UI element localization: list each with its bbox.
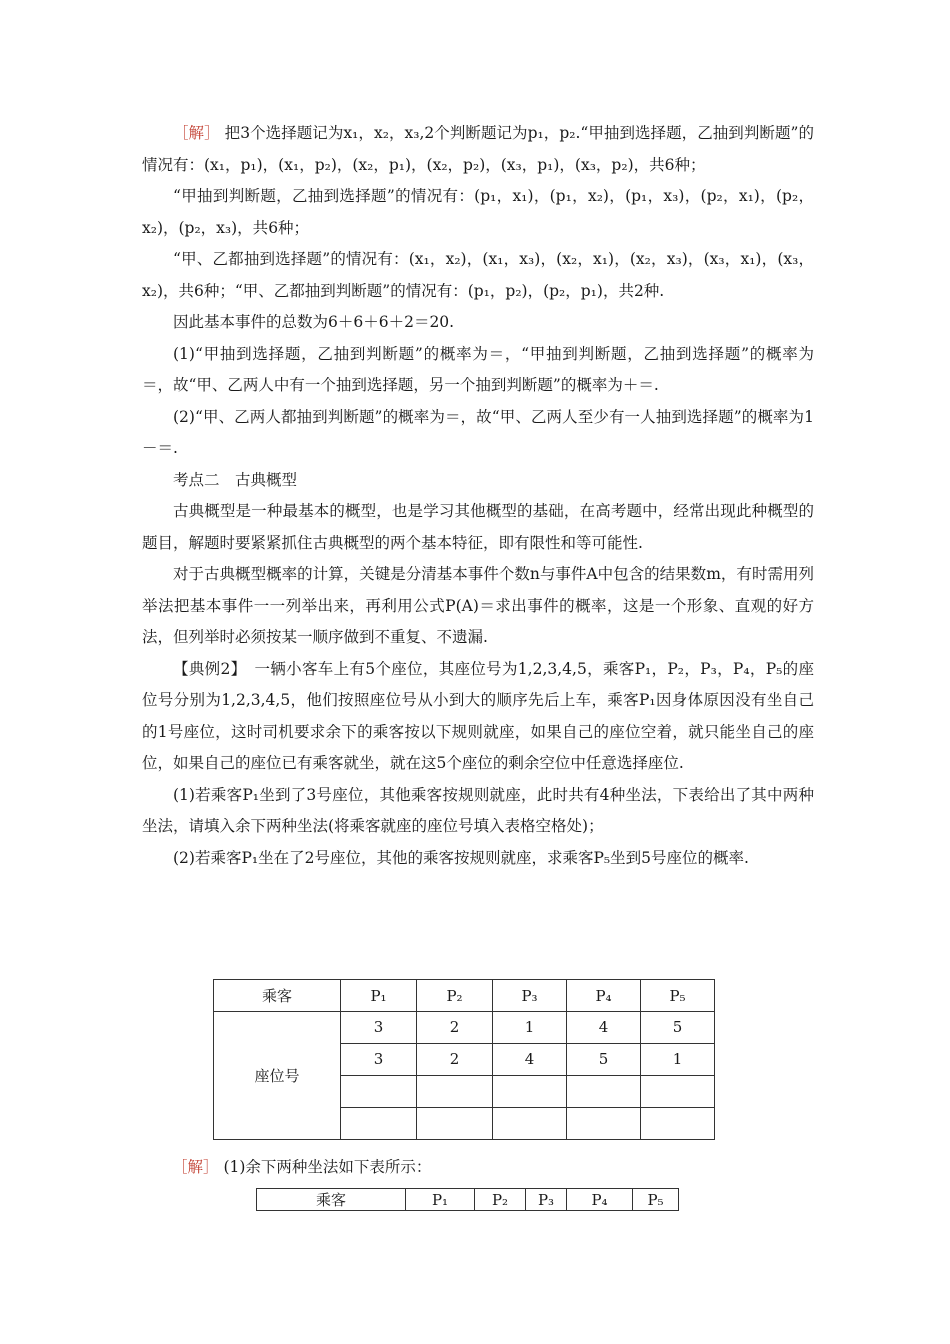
table-cell-empty [417, 1076, 493, 1108]
table-cell: 4 [567, 1012, 641, 1044]
solution1-para4: 因此基本事件的总数为6＋6＋6＋2＝20. [173, 313, 455, 331]
header-p1: P₁ [341, 980, 417, 1012]
example-tag: 【典例2】 [173, 659, 239, 678]
solution1-para5: (1)“甲抽到选择题，乙抽到判断题”的概率为＝，“甲抽到判断题，乙抽到选择题”的概率为＝，故“甲、乙两人中有一个抽到选择题，另一个抽到判断题”的概率为＋＝. [142, 344, 814, 394]
header-p5: P₅ [633, 1189, 679, 1211]
solution1-para6: (2)“甲、乙两人都抽到判断题”的概率为＝，故“甲、乙两人至少有一人抽到选择题”的概率为1－＝. [142, 407, 814, 457]
table-cell-empty [341, 1076, 417, 1108]
table-cell: 4 [493, 1044, 567, 1076]
table-cell: 2 [417, 1044, 493, 1076]
table-cell-empty [641, 1108, 715, 1140]
table-header-row [257, 1189, 679, 1211]
table-cell-empty [493, 1108, 567, 1140]
header-p1: P₁ [406, 1189, 475, 1211]
table-cell: 1 [493, 1012, 567, 1044]
table-cell: 5 [641, 1012, 715, 1044]
header-p4: P₄ [567, 980, 641, 1012]
header-p4: P₄ [567, 1189, 633, 1211]
solution2-tag: ［解］ [172, 1158, 219, 1176]
header-p2: P₂ [417, 980, 493, 1012]
table-cell-empty [417, 1108, 493, 1140]
header-label: 乘客 [214, 980, 341, 1012]
table-row [214, 1012, 715, 1044]
document-body [142, 118, 814, 874]
table-cell-empty [493, 1076, 567, 1108]
example2-question1: (1)若乘客P₁坐到了3号座位，其他乘客按规则就座，此时共有4种坐法，下表给出了其中两种坐法，请填入余下两种坐法(将乘客就座的座位号填入表格空格处)； [142, 785, 814, 835]
example2-question2: (2)若乘客P₁坐在了2号座位，其他的乘客按规则就座，求乘客P₅坐到5号座位的概率. [173, 848, 749, 867]
solution-tag: ［解］ [173, 124, 220, 142]
table-header-row [214, 980, 715, 1012]
solution1-para1: ［解］ 把3个选择题记为x₁，x₂，x₃,2个判断题记为p₁，p₂.“甲抽到选择题，乙抽到判断题”的情况有：(x₁，p₁)，(x₁，p₂)，(x₂，p₁)，(x₂，p₂)，(x₃，p₁)，(x₃，p₂)，共6种； [142, 124, 814, 174]
header-label: 乘客 [257, 1189, 406, 1211]
header-p3: P₃ [526, 1189, 567, 1211]
table-cell: 2 [417, 1012, 493, 1044]
header-p5: P₅ [641, 980, 715, 1012]
table-cell: 5 [567, 1044, 641, 1076]
answer-table [256, 1188, 679, 1211]
header-p3: P₃ [493, 980, 567, 1012]
table-cell-empty [567, 1076, 641, 1108]
row-label: 座位号 [214, 1012, 341, 1140]
header-p2: P₂ [475, 1189, 526, 1211]
table-cell: 3 [341, 1012, 417, 1044]
table-cell: 3 [341, 1044, 417, 1076]
solution1-para2: “甲抽到判断题，乙抽到选择题”的情况有：(p₁，x₁)，(p₁，x₂)，(p₁，x₃)，(p₂，x₁)，(p₂，x₂)，(p₂，x₃)，共6种； [142, 187, 814, 237]
solution2-line [172, 1155, 431, 1177]
section-title: 考点二 古典概型 [173, 470, 298, 489]
example2-para: 【典例2】 一辆小客车上有5个座位，其座位号为1,2,3,4,5，乘客P₁，P₂，P₃，P₄，P₅的座位号分别为1,2,3,4,5，他们按照座位号从小到大的顺序先后上车，乘客P₁因身体原因没有坐自己的1号座位，这时司机要求余下的乘客按以下规则就座，如果自己的座位空着，就只能坐自己的座位，如果自己的座位已有乘客就坐，就在这5个座位的剩余空位中任意选择座位. [142, 659, 814, 772]
solution1-para3: “甲、乙都抽到选择题”的情况有：(x₁，x₂)，(x₁，x₃)，(x₂，x₁)，(x₂，x₃)，(x₃，x₁)，(x₃，x₂)，共6种；“甲、乙都抽到判断题”的情况有：(p₁，p₂)，(p₂，p₁)，共2种. [142, 250, 814, 300]
table-cell-empty [641, 1076, 715, 1108]
table-cell-empty [341, 1108, 417, 1140]
table-cell-empty [567, 1108, 641, 1140]
seating-table [213, 979, 715, 1140]
section-para2: 对于古典概型概率的计算，关键是分清基本事件个数n与事件A中包含的结果数m，有时需用列举法把基本事件一一列举出来，再利用公式P(A)＝求出事件的概率，这是一个形象、直观的好方法，但列举时必须按某一顺序做到不重复、不遗漏. [142, 565, 814, 646]
table-cell: 1 [641, 1044, 715, 1076]
section-para1: 古典概型是一种最基本的概型，也是学习其他概型的基础，在高考题中，经常出现此种概型的题目，解题时要紧紧抓住古典概型的两个基本特征，即有限性和等可能性. [142, 502, 814, 552]
solution2-text: (1)余下两种坐法如下表所示： [223, 1158, 432, 1176]
